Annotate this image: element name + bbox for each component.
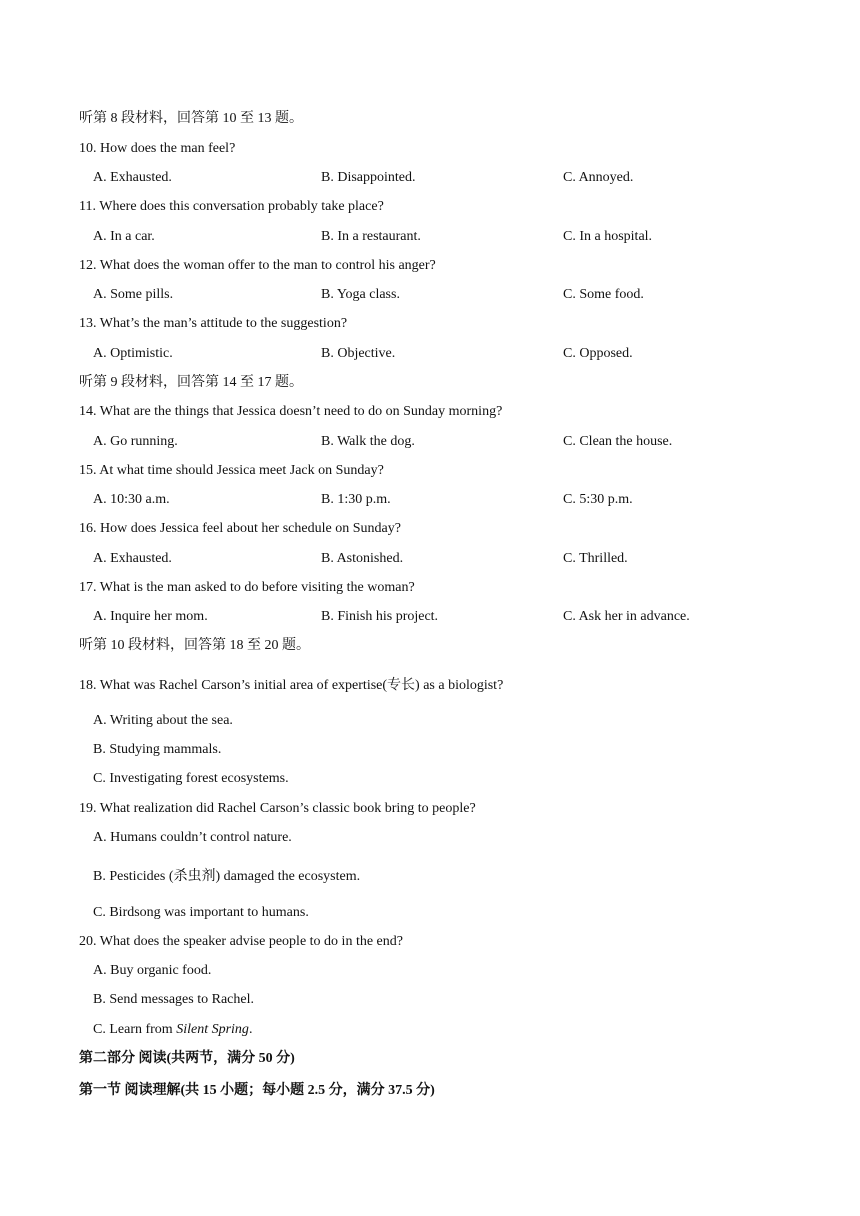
section-heading-10: 听第 10 段材料，回答第 18 至 20 题。 — [79, 638, 310, 653]
question-14-option-a: A. Go running. — [93, 434, 178, 449]
question-20-option-a: A. Buy organic food. — [93, 963, 212, 978]
question-18-stem — [79, 676, 503, 695]
question-15-option-c: C. 5:30 p.m. — [563, 492, 633, 507]
question-12-option-c: C. Some food. — [563, 287, 644, 302]
question-15-option-b: B. 1:30 p.m. — [321, 492, 391, 507]
book-title: Silent Spring — [176, 1022, 249, 1037]
question-12-option-a: A. Some pills. — [93, 287, 174, 302]
question-18-option-a: A. Writing about the sea. — [93, 713, 233, 728]
question-11-stem: 11. Where does this conversation probably take place? — [79, 199, 384, 214]
question-13-stem: 13. What’s the man’s attitude to the suggestion? — [79, 316, 348, 331]
question-19-option-c: C. Birdsong was important to humans. — [93, 905, 309, 920]
question-19-option-b-gloss: 杀虫剂 — [173, 868, 216, 884]
question-19-option-a: A. Humans couldn’t control nature. — [93, 830, 292, 845]
question-11-option-a: A. In a car. — [93, 229, 155, 244]
question-16-option-c: C. Thrilled. — [563, 551, 628, 566]
question-20-stem: 20. What does the speaker advise people to do in the end? — [79, 934, 403, 949]
question-20-option-c — [93, 1021, 252, 1039]
question-16-option-a: A. Exhausted. — [93, 551, 172, 566]
question-19-option-b-part2: ) damaged the ecosystem. — [215, 869, 361, 884]
question-11-option-c: C. In a hospital. — [563, 229, 653, 244]
question-18-stem-gloss: 专长 — [387, 677, 416, 693]
question-10-option-b: B. Disappointed. — [321, 170, 416, 185]
question-17-option-a: A. Inquire her mom. — [93, 609, 208, 624]
question-10-option-a: A. Exhausted. — [93, 170, 172, 185]
section-heading-8: 听第 8 段材料，回答第 10 至 13 题。 — [79, 111, 303, 126]
question-16-option-b: B. Astonished. — [321, 551, 404, 566]
question-20-option-c-part2: . — [248, 1022, 253, 1037]
question-11-option-b: B. In a restaurant. — [321, 229, 421, 244]
question-14-option-b: B. Walk the dog. — [321, 434, 415, 449]
question-19-option-b — [93, 867, 360, 886]
part-2-heading: 第二部分 阅读(共两节，满分 50 分) — [79, 1051, 295, 1066]
question-20-option-c-part1: C. Learn from — [93, 1022, 177, 1037]
question-18-option-b: B. Studying mammals. — [93, 742, 222, 757]
question-13-option-a: A. Optimistic. — [93, 346, 173, 361]
question-10-option-c: C. Annoyed. — [563, 170, 634, 185]
question-18-option-c: C. Investigating forest ecosystems. — [93, 771, 289, 786]
question-13-option-b: B. Objective. — [321, 346, 396, 361]
question-18-stem-part2: ) as a biologist? — [415, 678, 504, 693]
question-16-stem: 16. How does Jessica feel about her schedule on Sunday? — [79, 521, 401, 536]
question-14-stem: 14. What are the things that Jessica doesn’t need to do on Sunday morning? — [79, 404, 503, 419]
question-17-stem: 17. What is the man asked to do before visiting the woman? — [79, 580, 415, 595]
question-15-stem: 15. At what time should Jessica meet Jack on Sunday? — [79, 463, 384, 478]
question-17-option-b: B. Finish his project. — [321, 609, 439, 624]
question-19-option-b-part1: B. Pesticides ( — [93, 869, 174, 884]
question-13-option-c: C. Opposed. — [563, 346, 633, 361]
section-heading-9: 听第 9 段材料，回答第 14 至 17 题。 — [79, 375, 303, 390]
part-2-section-1-heading: 第一节 阅读理解(共 15 小题；每小题 2.5 分，满分 37.5 分) — [79, 1083, 435, 1098]
question-10-stem: 10. How does the man feel? — [79, 141, 236, 156]
question-20-option-b: B. Send messages to Rachel. — [93, 992, 254, 1007]
question-14-option-c: C. Clean the house. — [563, 434, 673, 449]
question-12-option-b: B. Yoga class. — [321, 287, 400, 302]
question-17-option-c: C. Ask her in advance. — [563, 609, 690, 624]
question-18-stem-part1: 18. What was Rachel Carson’s initial area of expertise( — [79, 678, 388, 693]
question-12-stem: 12. What does the woman offer to the man to control his anger? — [79, 258, 436, 273]
question-15-option-a: A. 10:30 a.m. — [93, 492, 170, 507]
question-19-stem: 19. What realization did Rachel Carson’s classic book bring to people? — [79, 801, 476, 816]
